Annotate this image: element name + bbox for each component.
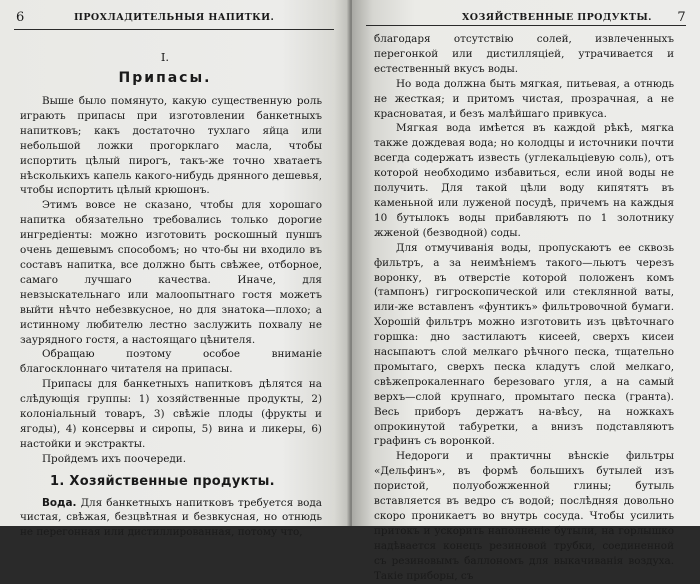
header-rule — [366, 25, 686, 26]
chapter-number: I. — [160, 50, 170, 64]
paragraph-lead: Вода. — [42, 496, 77, 509]
paragraph: Недороги и практичны вѣнскіе фильтры «Дельфинъ», въ формѣ большихъ бутылей изъ пористой, полуобожженной глины; бутыль вставляется въ ведро съ водой; послѣдняя довольно скоро проникаетъ во внутрь сосуда. Чтобы усилить притокъ и ускорить наполненіе бутыли, на горлышко надѣвается конецъ резиновой трубки, соединенной съ резиновымъ баллономъ для выкачиванія воздуха. Такіе приборы, съ — [374, 450, 674, 582]
right-page — [352, 0, 700, 582]
running-head-title: ХОЗЯЙСТВЕННЫЕ ПРОДУКТЫ. — [462, 12, 652, 23]
paragraph: Мягкая вода имѣется въ каждой рѣкѣ, мягка также дождевая вода; но колодцы и источники почти всегда содержатъ известь (углекальціевую соль), отъ которой необходимо избавиться, если иной воды не получить. Для такой цѣли воду кипятятъ въ каменьной или луженой посудѣ, причемъ на каждыя 10 бутылокъ воды прибавляютъ по 1 золотнику жженой (безводной) соды. — [374, 122, 674, 239]
paragraph — [20, 496, 322, 541]
paragraph: Выше было помянуто, какую существенную роль играють припасы при изготовлении банкетныхъ напитковъ; какъ достаточно тухлаго яйца или небольшой ложки прогорклаго масла, чтобы испортить цѣлый пирогъ, такъ-же точно хватаетъ нѣсколькихъ капель какого-нибудь дрянного дешевья, чтобы испортить цѣлый крюшонъ. — [20, 95, 322, 197]
paragraph-continuation: благодаря отсутствію солей, извлеченныхъ перегонкой или дистилляціей, утрачивается и естественный вкусъ воды. — [374, 33, 674, 75]
chapter-title: Припасы. — [118, 70, 212, 86]
left-page — [0, 0, 352, 539]
page-number: 7 — [677, 10, 686, 25]
paragraph: Этимъ вовсе не сказано, чтобы для хорошаго напитка обязательно требовались только дорогие ингредіенты: можно изготовить роскошный пуншъ очень дешевымъ способомъ; но что-бы ни входило въ составъ напитка, все должно быть свѣжее, отборное, самаго лучшаго качества. Иначе, для невзыскательнаго или малоопытнаго гостя можетъ выйти нѣчто небезвкусное, но для знатока—плохо; а истинному любителю лестно заслужить похвалу не заурядного гостя, а настоящаго цѣнителя. — [20, 199, 322, 346]
page-number: 6 — [16, 10, 25, 25]
paragraph: Пройдемъ ихъ поочереди. — [42, 452, 187, 465]
paragraph: Для отмучиванія воды, пропускаютъ ее сквозь фильтръ, а за неимѣніемъ такого—льютъ черезъ воронку, въ отверстіе которой положенъ комъ (тампонъ) гигроскопической или стеклянной ваты, или-же вставленъ «фунтикъ» фильтровочной бумаги. Хорошій фильтръ можно изготовить изъ цвѣточнаго горшка: дно застилаютъ кисеей, сверхъ кисеи насыпаютъ слой мелкаго рѣчного песка, тщательно промытаго, сверхъ песка кладутъ слой мелкаго, свѣжепрокаленнаго березоваго угля, а на самый верхъ—слой крупнаго, промытаго песка (гранта). Весь приборъ держатъ на-вѣсу, на ножкахъ опрокинутой табуретки, а внизъ подставляютъ графинъ съ воронкой. — [374, 241, 674, 448]
header-rule — [14, 29, 334, 30]
paragraph: Обращаю поэтому особое вниманіе благосклоннаго читателя на припасы. — [20, 348, 322, 376]
left-body-text — [20, 94, 322, 540]
paragraph-body: Для банкетныхъ напитковъ требуется вода чистая, свѣжая, безцвѣтная и безвкусная, но отнюдь не перегонная или дистиллированная, потому что, — [20, 496, 322, 539]
right-body-text — [374, 32, 674, 584]
running-head-title: ПРОХЛАДИТЕЛЬНЫЯ НАПИТКИ. — [74, 12, 275, 23]
paragraph: Припасы для банкетныхъ напитковъ дѣлятся на слѣдующія группы: 1) хозяйственные продукты, 2) колоніальный товаръ, 3) свѣжіе плоды (фрукты и ягоды), 4) консервы и сиропы, 5) вина и ликеры, 6) настойки и экстракты. — [20, 378, 322, 450]
section-title: 1. Хозяйственные продукты. — [50, 473, 275, 489]
paragraph: Но вода должна быть мягкая, питьевая, а отнюдь не жесткая; и притомъ чистая, прозрачная, а не красноватая, и безъ малѣйшаго привкуса. — [374, 77, 674, 120]
